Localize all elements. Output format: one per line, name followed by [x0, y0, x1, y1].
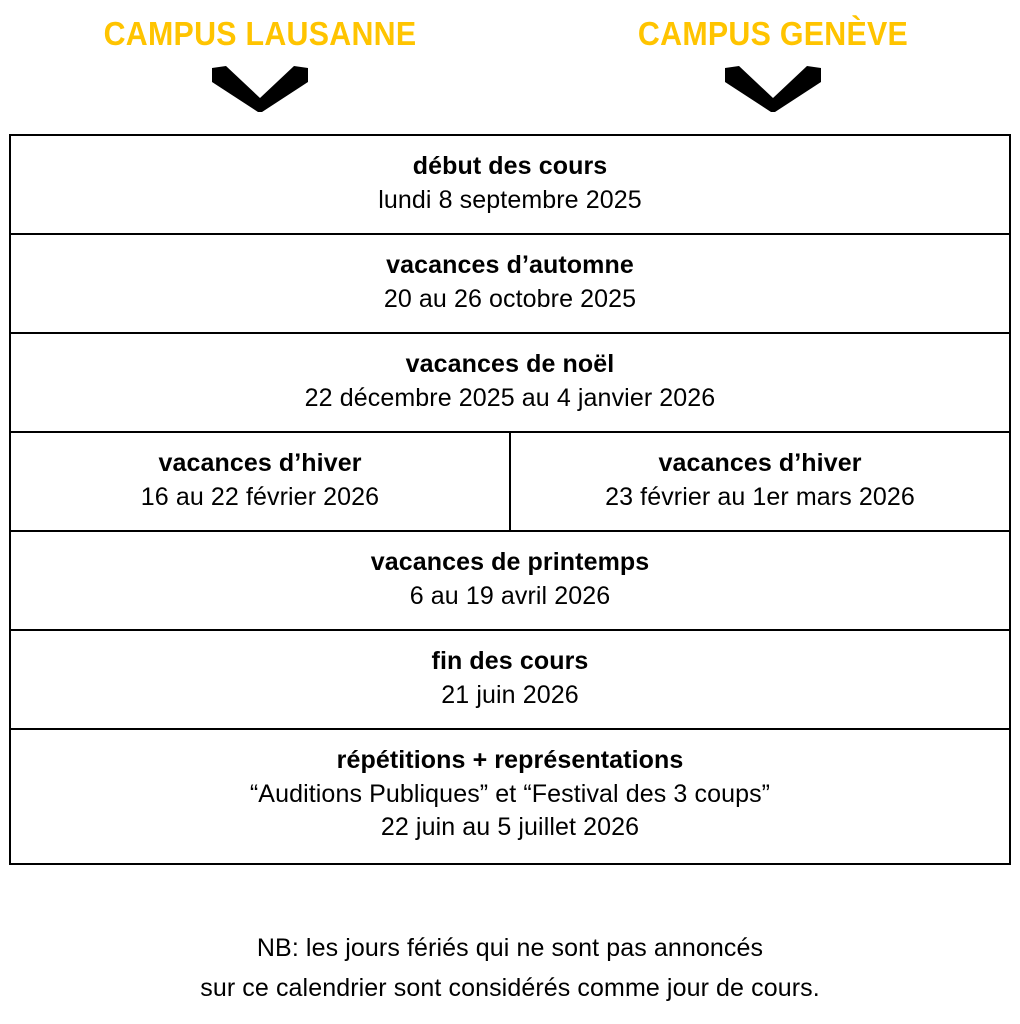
footnote-line-1: NB: les jours fériés qui ne sont pas annoncés [256, 934, 764, 962]
entry-date: 6 au 19 avril 2026 [409, 581, 611, 610]
entry-title: vacances de noël [405, 350, 615, 378]
entry-title: vacances d’hiver [158, 449, 362, 477]
table-row [10, 135, 1010, 234]
calendar-cell-vacances-hiver-geneve [510, 432, 1010, 531]
campus-header-lausanne [50, 0, 470, 112]
campus-label-geneve: CAMPUS GENÈVE [637, 15, 909, 52]
table-row [10, 531, 1010, 630]
entry-date: 21 juin 2026 [441, 680, 579, 709]
campus-headers [0, 0, 1020, 120]
campus-header-geneve [563, 0, 983, 112]
calendar-cell-repetitions-representations [10, 729, 1010, 864]
footnote-line-2: sur ce calendrier sont considérés comme jour de cours. [200, 974, 820, 1002]
entry-date: lundi 8 septembre 2025 [378, 185, 642, 214]
entry-date: 23 février au 1er mars 2026 [605, 482, 915, 511]
campus-label-lausanne: CAMPUS LAUSANNE [103, 15, 417, 52]
table-row [10, 729, 1010, 864]
calendar-cell-fin-des-cours [10, 630, 1010, 729]
entry-date: 22 juin au 5 juillet 2026 [380, 813, 640, 841]
entry-title: fin des cours [431, 647, 589, 675]
table-row-split [10, 432, 1010, 531]
chevron-down-icon-lausanne [50, 66, 470, 112]
table-row [10, 630, 1010, 729]
entry-date: 22 décembre 2025 au 4 janvier 2026 [304, 383, 716, 412]
entry-title: vacances de printemps [370, 548, 650, 576]
calendar-cell-debut-des-cours [10, 135, 1010, 234]
calendar-cell-vacances-printemps [10, 531, 1010, 630]
chevron-down-icon-geneve [563, 66, 983, 112]
entry-title: début des cours [412, 152, 608, 180]
entry-title: répétitions + représentations [336, 746, 684, 774]
entry-date: 16 au 22 février 2026 [140, 482, 380, 511]
table-row [10, 333, 1010, 432]
footnote [0, 928, 1020, 1008]
entry-subtitle: “Auditions Publiques” et “Festival des 3 coups” [249, 779, 771, 808]
table-row [10, 234, 1010, 333]
academic-calendar-table [9, 134, 1011, 865]
calendar-cell-vacances-noel [10, 333, 1010, 432]
entry-title: vacances d’automne [386, 251, 634, 279]
calendar-cell-vacances-hiver-lausanne [10, 432, 510, 531]
entry-date: 20 au 26 octobre 2025 [383, 284, 637, 313]
entry-title: vacances d’hiver [658, 449, 862, 477]
calendar-cell-vacances-automne [10, 234, 1010, 333]
